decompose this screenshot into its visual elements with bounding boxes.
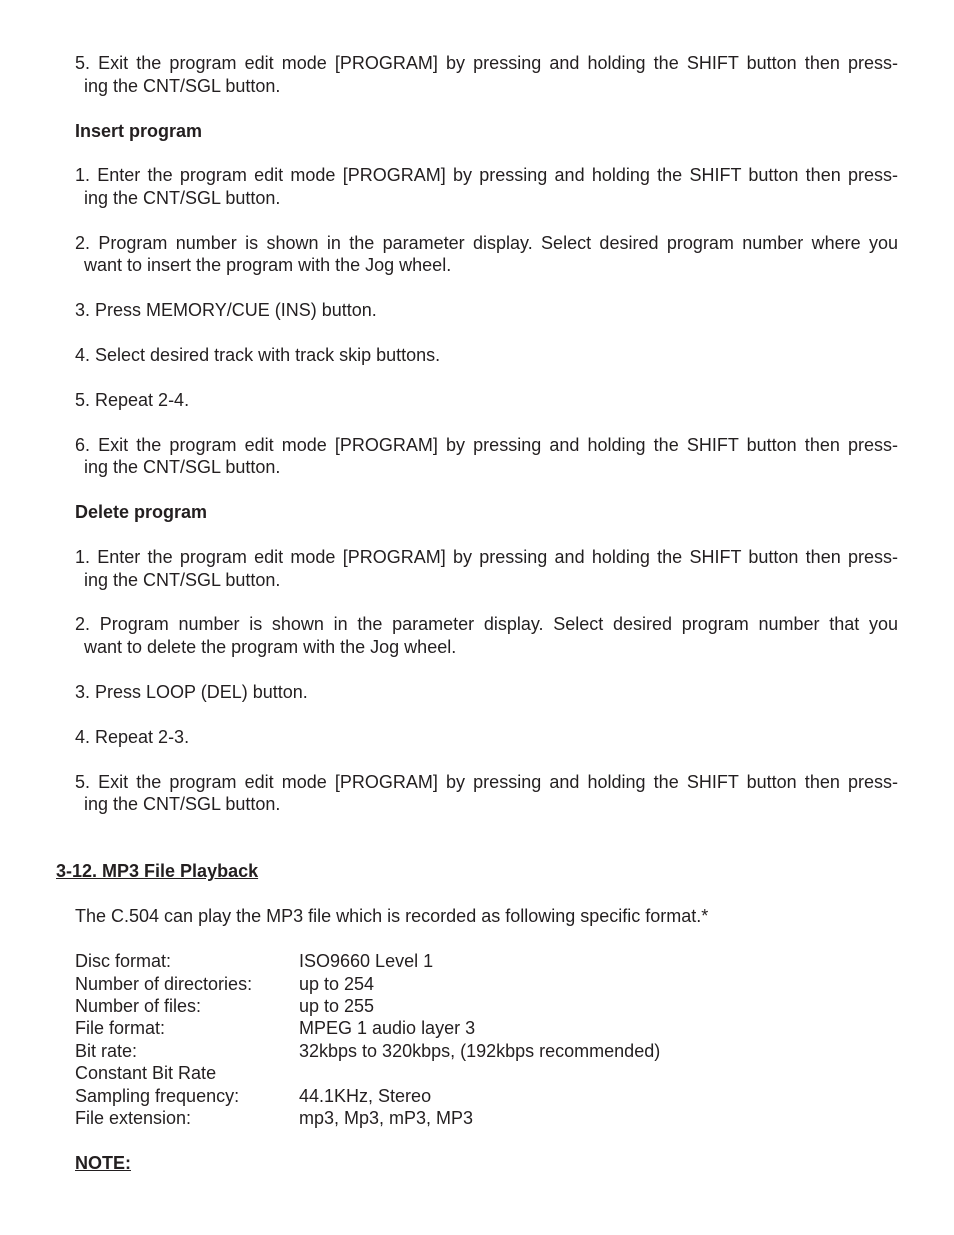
delete-program-heading: Delete program — [75, 502, 208, 522]
spec-label: File format: — [75, 1018, 166, 1038]
exit-step-line1: 5. Exit the program edit mode [PROGRAM] by pressing and holding the SHIFT button then press- — [75, 53, 898, 73]
delete-step2-line2: want to delete the program with the Jog wheel. — [84, 637, 457, 657]
insert-step2-line1: 2. Program number is shown in the parameter display. Select desired program number where you — [75, 233, 898, 253]
insert-step4: 4. Select desired track with track skip buttons. — [75, 345, 441, 365]
insert-step2-line2: want to insert the program with the Jog wheel. — [84, 255, 452, 275]
insert-step1-line2: ing the CNT/SGL button. — [84, 188, 281, 208]
mp3-intro-text: The C.504 can play the MP3 file which is recorded as following specific format.* — [75, 906, 709, 926]
insert-step5: 5. Repeat 2-4. — [75, 390, 190, 410]
spec-label: Number of directories: — [75, 974, 253, 994]
spec-label: Constant Bit Rate — [75, 1063, 217, 1083]
insert-step6-line2: ing the CNT/SGL button. — [84, 457, 281, 477]
delete-step1-line1: 1. Enter the program edit mode [PROGRAM] by pressing and holding the SHIFT button then press- — [75, 547, 898, 567]
delete-step2-line1: 2. Program number is shown in the parameter display. Select desired program number that you — [75, 614, 898, 634]
section-heading-mp3-playback: 3-12. MP3 File Playback — [56, 861, 259, 881]
spec-label: Bit rate: — [75, 1041, 138, 1061]
insert-program-heading: Insert program — [75, 121, 203, 141]
delete-step4: 4. Repeat 2-3. — [75, 727, 190, 747]
delete-step3: 3. Press LOOP (DEL) button. — [75, 682, 308, 702]
spec-value: up to 254 — [299, 974, 375, 994]
delete-step1-line2: ing the CNT/SGL button. — [84, 570, 281, 590]
spec-value: mp3, Mp3, mP3, MP3 — [299, 1108, 474, 1128]
note-heading: NOTE: — [75, 1153, 131, 1173]
exit-step-line2: ing the CNT/SGL button. — [84, 76, 281, 96]
spec-value: MPEG 1 audio layer 3 — [299, 1018, 476, 1038]
spec-value: up to 255 — [299, 996, 375, 1016]
delete-step5-line1: 5. Exit the program edit mode [PROGRAM] by pressing and holding the SHIFT button then press- — [75, 772, 898, 792]
spec-value: ISO9660 Level 1 — [299, 951, 434, 971]
delete-step5-line2: ing the CNT/SGL button. — [84, 794, 281, 814]
spec-label: File extension: — [75, 1108, 192, 1128]
insert-step1-line1: 1. Enter the program edit mode [PROGRAM] by pressing and holding the SHIFT button then press- — [75, 165, 898, 185]
insert-step3: 3. Press MEMORY/CUE (INS) button. — [75, 300, 377, 320]
spec-value: 32kbps to 320kbps, (192kbps recommended) — [299, 1041, 661, 1061]
spec-label: Number of files: — [75, 996, 202, 1016]
spec-label: Sampling frequency: — [75, 1086, 240, 1106]
insert-step6-line1: 6. Exit the program edit mode [PROGRAM] by pressing and holding the SHIFT button then press- — [75, 435, 898, 455]
spec-label: Disc format: — [75, 951, 172, 971]
spec-value: 44.1KHz, Stereo — [299, 1086, 432, 1106]
